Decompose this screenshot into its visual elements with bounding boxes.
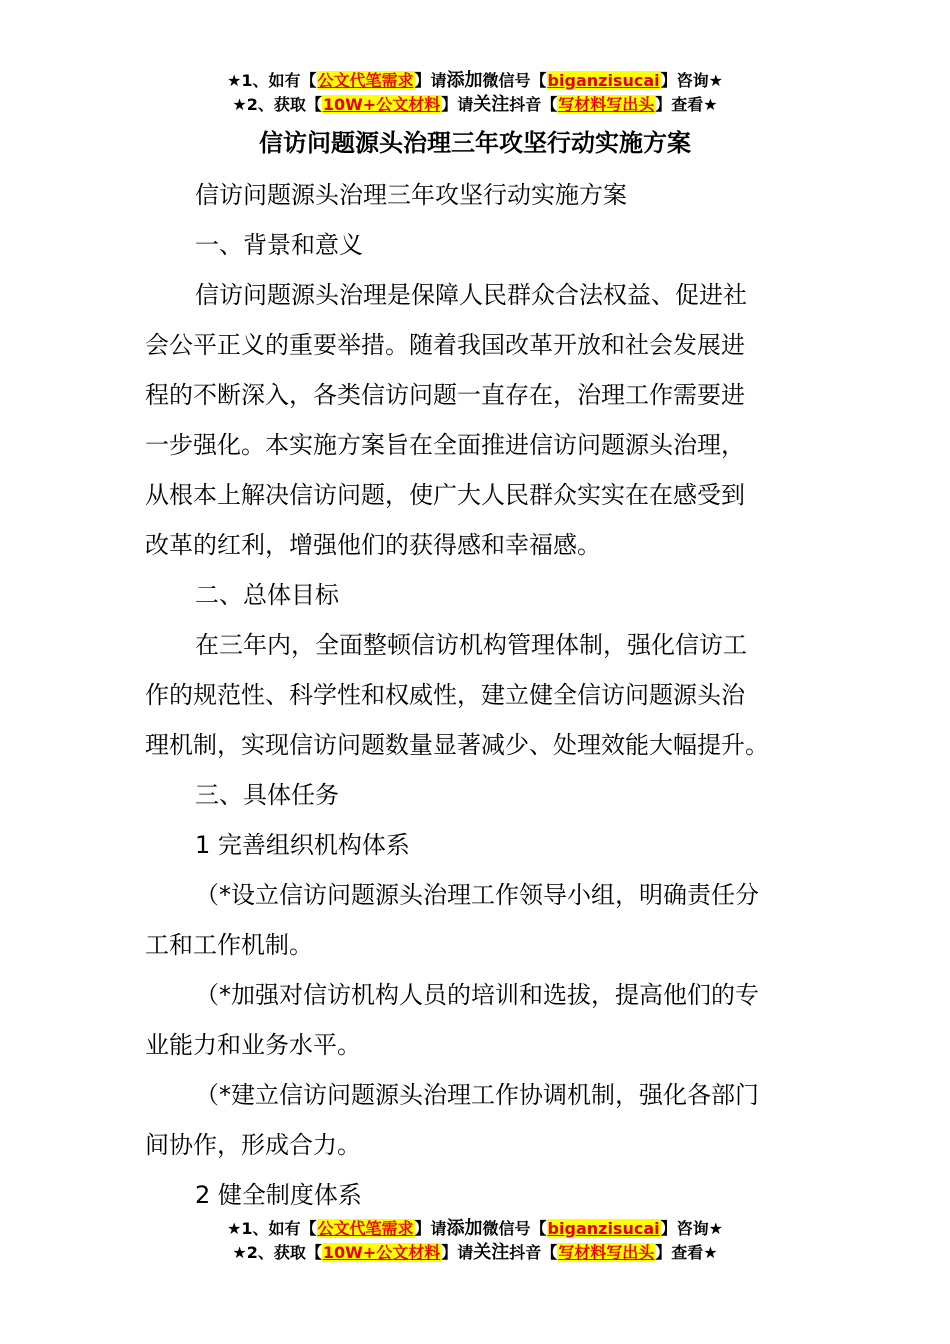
highlight-service: 公文代笔需求 xyxy=(317,71,414,90)
bottom-notice-banner xyxy=(0,1218,950,1266)
notice-text: 】请 xyxy=(414,1219,447,1238)
notice-text: ★1、如有【 xyxy=(227,1219,317,1238)
notice-line-1 xyxy=(0,1218,950,1242)
notice-text: 】请 xyxy=(414,71,447,90)
section-heading: 三、具体任务 xyxy=(195,781,339,809)
notice-text: ★1、如有【 xyxy=(227,71,317,90)
body-line: 工和工作机制。 xyxy=(145,931,313,959)
body-line: 会公平正义的重要举措。随着我国改革开放和社会发展进 xyxy=(145,331,745,359)
notice-emphasis: 添加 xyxy=(446,1218,483,1239)
section-heading: 一、背景和意义 xyxy=(195,231,363,259)
body-line: 业能力和业务水平。 xyxy=(145,1031,361,1059)
notice-text: ★2、获取【 xyxy=(232,95,322,114)
document-title: 信访问题源头治理三年攻坚行动实施方案 xyxy=(259,129,691,157)
body-line: 改革的红利，增强他们的获得感和幸福感。 xyxy=(145,531,601,559)
highlight-materials: 10W+公文材料 xyxy=(322,95,441,114)
body-line: 作的规范性、科学性和权威性，建立健全信访问题源头治 xyxy=(145,681,745,709)
body-line: （*建立信访问题源头治理工作协调机制，强化各部门 xyxy=(195,1081,759,1109)
body-line: （*加强对信访机构人员的培训和选拔，提高他们的专 xyxy=(195,981,759,1009)
section-heading: 二、总体目标 xyxy=(195,581,339,609)
notice-text: 】请 xyxy=(441,1243,474,1262)
notice-line-1 xyxy=(0,70,950,94)
notice-text: 】请 xyxy=(441,95,474,114)
notice-emphasis: 关注 xyxy=(473,94,510,115)
notice-text: 抖音【 xyxy=(509,95,558,114)
highlight-service: 公文代笔需求 xyxy=(317,1219,414,1238)
document-body xyxy=(145,170,805,1220)
body-line: 间协作，形成合力。 xyxy=(145,1131,361,1159)
body-line: 信访问题源头治理三年攻坚行动实施方案 xyxy=(195,181,627,209)
highlight-douyin-account: 写材料写出头 xyxy=(558,95,655,114)
highlight-douyin-account: 写材料写出头 xyxy=(558,1243,655,1262)
notice-text: 】咨询★ xyxy=(660,1219,723,1238)
notice-text: 微信号【 xyxy=(482,71,547,90)
subsection-heading: 2 健全制度体系 xyxy=(195,1181,362,1209)
body-line: 信访问题源头治理是保障人民群众合法权益、促进社 xyxy=(195,281,747,309)
body-line: 一步强化。本实施方案旨在全面推进信访问题源头治理， xyxy=(145,431,745,459)
notice-text: 微信号【 xyxy=(482,1219,547,1238)
body-line: 理机制，实现信访问题数量显著减少、处理效能大幅提升。 xyxy=(145,731,769,759)
notice-line-2 xyxy=(0,1242,950,1266)
notice-emphasis: 关注 xyxy=(473,1242,510,1263)
notice-text: 抖音【 xyxy=(509,1243,558,1262)
body-line: （*设立信访问题源头治理工作领导小组，明确责任分 xyxy=(195,881,759,909)
highlight-wechat-id: biganzisucai xyxy=(547,1219,660,1238)
subsection-heading: 1 完善组织机构体系 xyxy=(195,831,410,859)
notice-text: 】查看★ xyxy=(655,1243,718,1262)
highlight-wechat-id: biganzisucai xyxy=(547,71,660,90)
body-line: 在三年内，全面整顿信访机构管理体制，强化信访工 xyxy=(195,631,747,659)
highlight-materials: 10W+公文材料 xyxy=(322,1243,441,1262)
notice-text: 】查看★ xyxy=(655,95,718,114)
top-notice-banner xyxy=(0,70,950,118)
body-line: 从根本上解决信访问题，使广大人民群众实实在在感受到 xyxy=(145,481,745,509)
notice-emphasis: 添加 xyxy=(446,70,483,91)
notice-line-2 xyxy=(0,94,950,118)
notice-text: 】咨询★ xyxy=(660,71,723,90)
notice-text: ★2、获取【 xyxy=(232,1243,322,1262)
body-line: 程的不断深入，各类信访问题一直存在，治理工作需要进 xyxy=(145,381,745,409)
